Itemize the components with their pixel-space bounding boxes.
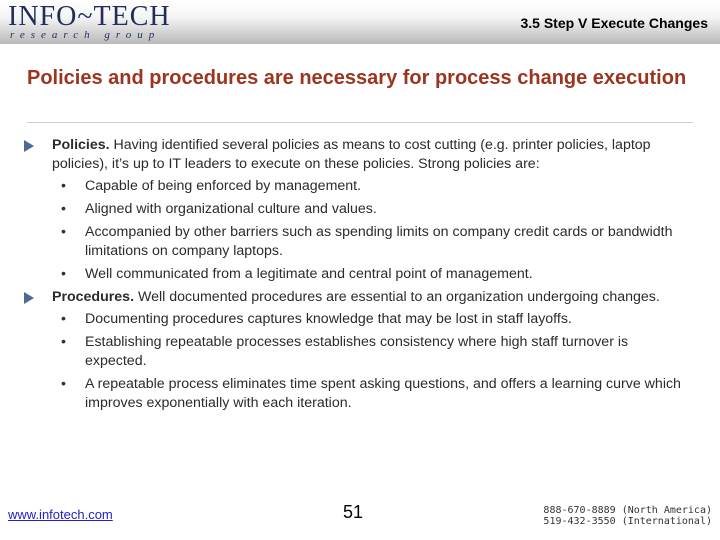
sub-bullet [61,375,692,413]
bullet-lead: Procedures. [52,289,135,305]
sub-bullet-text: Establishing repeatable processes establishes consistency where high staff turnover is expected. [85,334,629,369]
sub-bullet-text: Well communicated from a legitimate and central point of management. [85,266,533,282]
sub-bullet-text: Documenting procedures captures knowledge that may be lost in staff layoffs. [85,311,572,327]
bullet-text: Well documented procedures are essential to an organization undergoing changes. [134,289,660,305]
sub-bullet [61,265,692,284]
dot-bullet-icon: • [61,266,66,282]
sub-bullet-list [52,310,692,413]
phone-international: 519-432-3550 (International) [543,516,712,527]
section-title: 3.5 Step V Execute Changes [520,15,708,31]
dot-bullet-icon: • [61,224,66,240]
phone-north-america: 888-670-8889 (North America) [543,505,712,516]
logo-subtitle: research group [10,29,161,41]
dot-bullet-icon: • [61,178,66,194]
bullet-lead: Policies. [52,137,110,153]
divider [27,122,693,123]
logo: INFO~TECH [8,1,171,32]
contact-phones [543,505,712,527]
sub-bullet [61,177,692,196]
sub-bullet [61,223,692,261]
page-number: 51 [343,502,364,522]
triangle-bullet-icon [24,140,34,152]
sub-bullet [61,333,692,371]
sub-bullet-text: Aligned with organizational culture and values. [85,201,377,217]
slide-title: Policies and procedures are necessary for process change execution [27,67,687,89]
website-link[interactable]: www.infotech.com [8,507,113,522]
triangle-bullet-icon [24,292,34,304]
dot-bullet-icon: • [61,201,66,217]
dot-bullet-icon: • [61,334,66,350]
bullet-text: Having identified several policies as means to cost cutting (e.g. printer policies, laptop policies), it’s up to IT leaders to execute on these policies. Strong policies are: [52,137,651,172]
sub-bullet [61,200,692,219]
sub-bullet-text: Accompanied by other barriers such as spending limits on company credit cards or bandwidth limitations on company laptops. [85,224,673,259]
slide-content [22,136,692,417]
header-bar [0,0,720,44]
dot-bullet-icon: • [61,311,66,327]
sub-bullet-text: A repeatable process eliminates time spent asking questions, and offers a learning curve which improves exponentially with each iteration. [85,376,681,411]
sub-bullet [61,310,692,329]
sub-bullet-list [52,177,692,284]
bullet-policies [22,136,692,284]
dot-bullet-icon: • [61,376,66,392]
sub-bullet-text: Capable of being enforced by management. [85,178,362,194]
bullet-procedures [22,288,692,413]
